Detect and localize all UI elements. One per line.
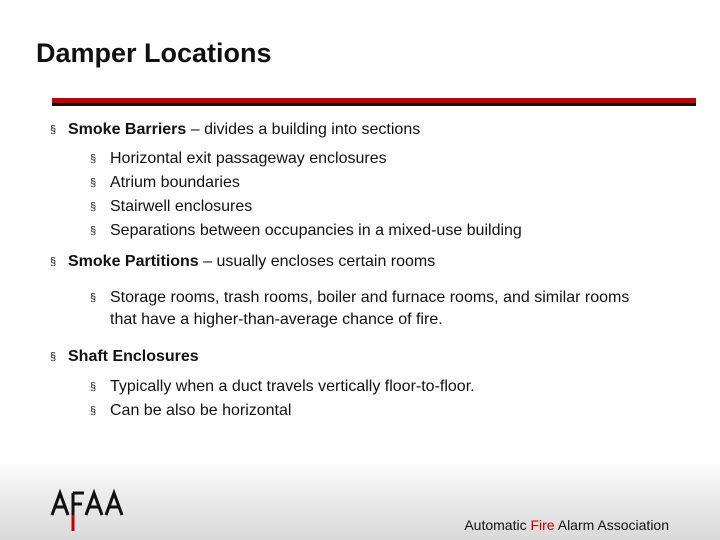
- bullet-marker: §: [90, 153, 97, 165]
- bullet-marker: §: [90, 225, 97, 237]
- bullet-text: [68, 119, 420, 141]
- afaa-logo: [50, 487, 140, 538]
- bullet-smoke-barriers: [50, 119, 420, 141]
- bullet-marker: §: [90, 405, 97, 417]
- bullet-heading: Smoke Partitions: [68, 253, 199, 270]
- afaa-logo-mark: [50, 487, 140, 533]
- sub-bullet-text: Atrium boundaries: [110, 174, 240, 191]
- bullet-marker: §: [90, 201, 97, 213]
- bullet-shaft-enclosures: [50, 346, 199, 368]
- org-name-suffix: Alarm Association: [554, 517, 669, 533]
- sub-bullet: [90, 220, 522, 242]
- bullet-text: [68, 346, 199, 368]
- organization-name: [464, 517, 669, 533]
- sub-bullet-text: Can be also be horizontal: [110, 402, 292, 419]
- slide-title: Damper Locations: [36, 38, 272, 68]
- bullet-marker: §: [50, 351, 57, 363]
- bullet-marker: §: [50, 124, 57, 136]
- sub-bullet: [90, 196, 252, 218]
- bullet-marker: §: [50, 256, 57, 268]
- sub-bullet-text: Horizontal exit passageway enclosures: [110, 150, 387, 167]
- bullet-marker: §: [90, 177, 97, 189]
- org-name-prefix: Automatic: [464, 517, 531, 533]
- sub-bullet-text: Storage rooms, trash rooms, boiler and furnace rooms, and similar rooms that have a higher-than-average chance of fire.: [110, 289, 630, 328]
- sub-bullet-text: Separations between occupancies in a mixed-use building: [110, 222, 522, 239]
- sub-bullet: [90, 172, 240, 194]
- sub-bullet: [90, 148, 387, 170]
- bullet-heading: Smoke Barriers: [68, 121, 187, 138]
- sub-bullet: [90, 376, 475, 398]
- title-rule-black: [52, 103, 696, 106]
- bullet-heading-rest: – divides a building into sections: [186, 121, 421, 138]
- sub-bullet: [90, 287, 650, 331]
- bullet-smoke-partitions: [50, 251, 435, 273]
- bullet-marker: §: [90, 381, 97, 393]
- sub-bullet-text: Typically when a duct travels vertically floor-to-floor.: [110, 378, 475, 395]
- bullet-text: [68, 251, 435, 273]
- org-name-fire: Fire: [530, 517, 555, 533]
- bullet-heading-rest: – usually encloses certain rooms: [198, 253, 436, 270]
- sub-bullet: [90, 400, 291, 422]
- bullet-heading: Shaft Enclosures: [68, 348, 199, 365]
- sub-bullet-text: Stairwell enclosures: [110, 198, 253, 215]
- bullet-marker: §: [90, 292, 97, 304]
